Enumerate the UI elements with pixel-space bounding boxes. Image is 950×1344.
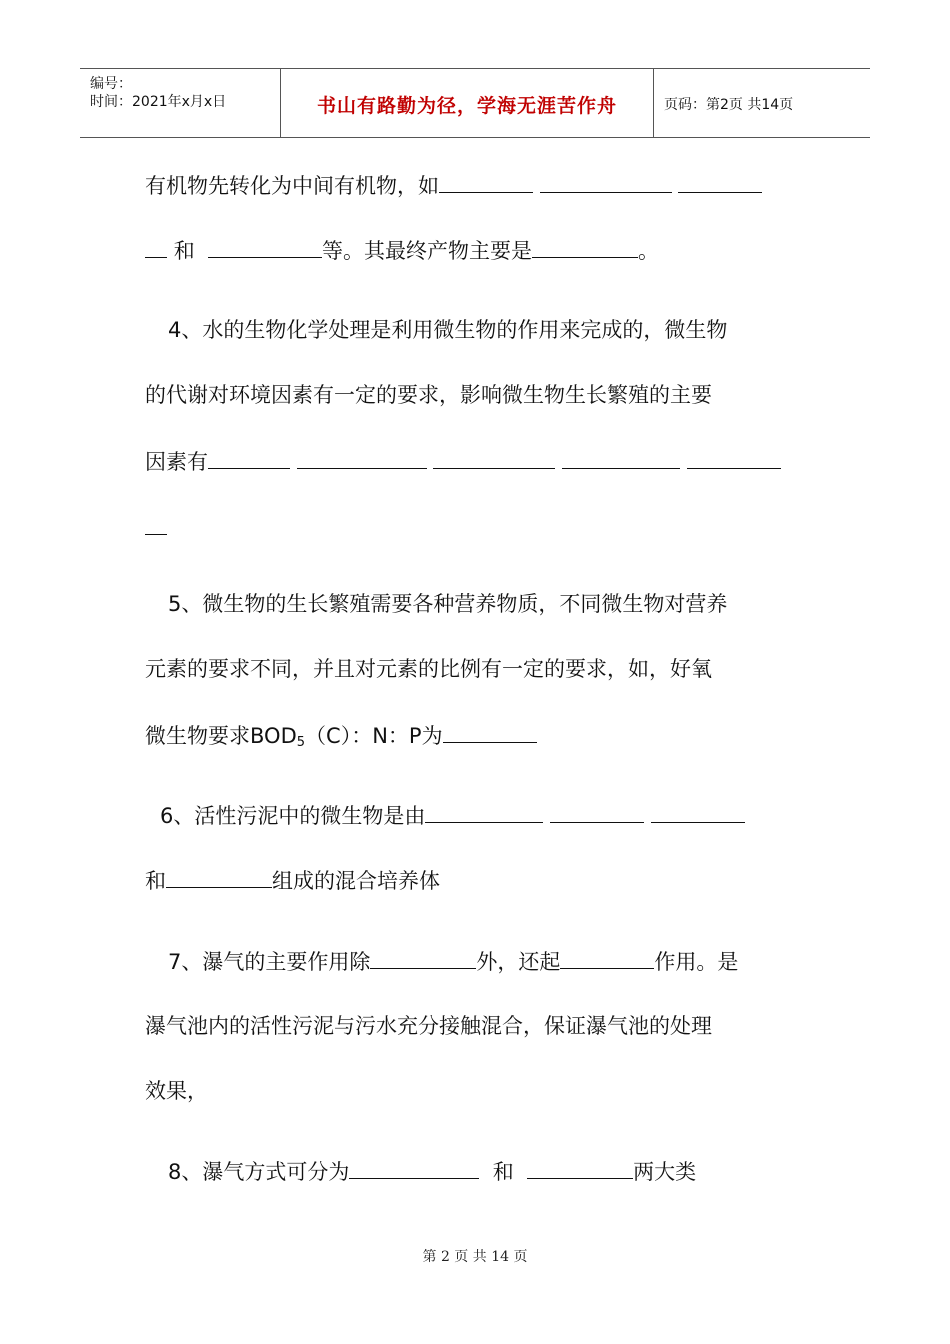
text-line (145, 720, 537, 757)
blank (145, 512, 167, 535)
blank (540, 170, 672, 193)
blank (532, 235, 638, 258)
text-span: 7、瀑气的主要作用除 (168, 950, 371, 974)
text-span: （C）：N：P为 (305, 724, 443, 748)
blank (562, 446, 680, 469)
text-span: 微生物要求BOD (145, 724, 297, 748)
blank (687, 446, 781, 469)
subscript: 5 (296, 735, 306, 750)
text-line: 元素的要求不同，并且对元素的比例有一定的要求，如，好氧 (145, 657, 712, 681)
text-span: 和 (145, 869, 166, 893)
blank (425, 800, 543, 823)
header-motto-cell (281, 69, 654, 137)
blank (550, 800, 644, 823)
blank (370, 946, 476, 969)
time-label: 时间：2021年x月x日 (90, 94, 227, 110)
text-span: 作用。是 (654, 950, 739, 974)
text-line: 效果， (145, 1079, 208, 1103)
text-line: 5、微生物的生长繁殖需要各种营养物质，不同微生物对营养 (168, 592, 728, 616)
blank (145, 235, 167, 258)
header-table (80, 68, 870, 138)
blank (433, 446, 555, 469)
text-line: 4、水的生物化学处理是利用微生物的作用来完成的，微生物 (168, 318, 728, 342)
header-meta-cell (80, 69, 281, 137)
text-span: 和 (173, 239, 195, 263)
blank (527, 1156, 633, 1179)
text-line: 的代谢对环境因素有一定的要求，影响微生物生长繁殖的主要 (145, 383, 712, 407)
text-span: 6、活性污泥中的微生物是由 (160, 804, 426, 828)
motto: 书山有路勤为径，学海无涯苦作舟 (316, 95, 617, 117)
text-line (145, 512, 167, 542)
text-span: 有机物先转化为中间有机物，如 (145, 174, 439, 198)
text-line (145, 446, 781, 476)
blank (208, 235, 322, 258)
text-span: 两大类 (633, 1160, 697, 1184)
blank (443, 720, 537, 743)
blank (297, 446, 427, 469)
page-label: 页码：第2页 共14页 (664, 97, 794, 113)
text-span: 。 (638, 239, 660, 263)
blank (166, 865, 272, 888)
text-line (145, 170, 762, 200)
blank (651, 800, 745, 823)
blank (678, 170, 762, 193)
text-line (160, 800, 745, 830)
text-span: 等。其最终产物主要是 (322, 239, 533, 263)
text-line (168, 946, 738, 976)
text-span: 外，还起 (476, 950, 561, 974)
text-line (145, 235, 659, 265)
text-line: 瀑气池内的活性污泥与污水充分接触混合，保证瀑气池的处理 (145, 1014, 712, 1038)
page-footer: 第 2 页 共 14 页 (422, 1249, 528, 1265)
text-line (168, 1156, 696, 1186)
text-span: 因素有 (145, 450, 208, 474)
blank (208, 446, 290, 469)
blank (439, 170, 533, 193)
text-span: 和 (492, 1160, 514, 1184)
blank (349, 1156, 479, 1179)
number-label: 编号： (90, 76, 132, 92)
text-line (145, 865, 440, 895)
text-span: 组成的混合培养体 (272, 869, 440, 893)
text-span: 8、瀑气方式可分为 (168, 1160, 350, 1184)
blank (560, 946, 654, 969)
